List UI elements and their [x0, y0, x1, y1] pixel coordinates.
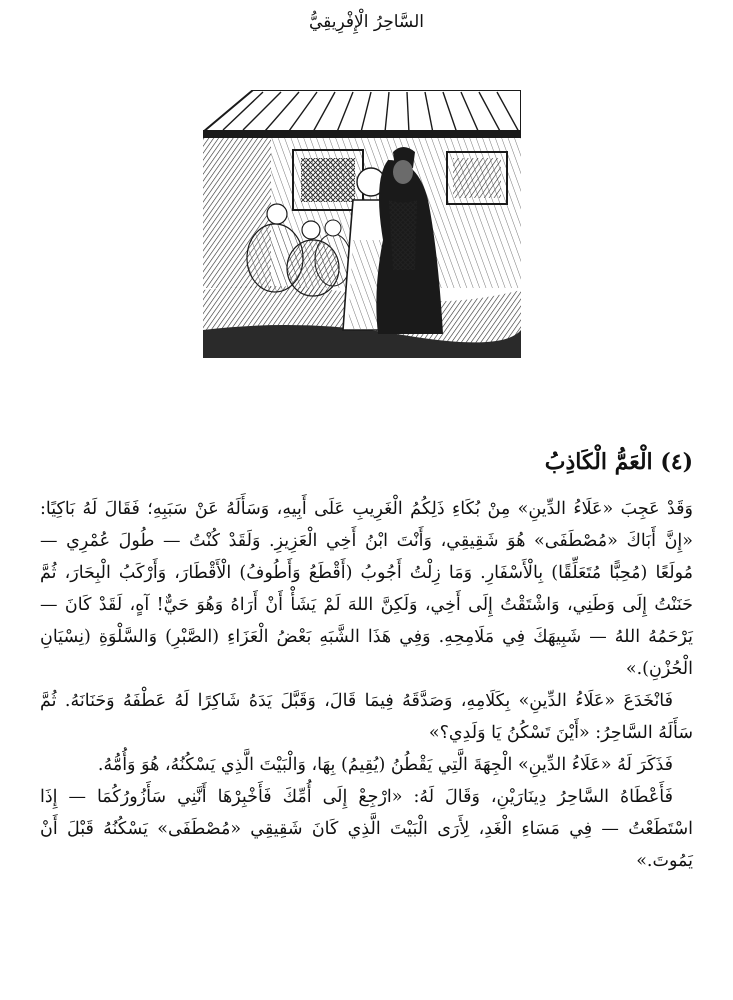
chapter-body	[40, 493, 693, 877]
paragraph-1: وَقَدْ عَجِبَ «عَلَاءُ الدِّينِ» مِنْ بُكَاءِ ذَلِكُمُ الْغَرِيبِ عَلَى أَبِيهِ، وَسَأَلَهُ عَنْ سَبَبِهِ؛ فَقَالَ لَهُ بَاكِيًا: «إِنَّ أَبَاكَ «مُصْطَفَى» هُوَ شَقِيقِي، وَأَنْتَ ابْنُ أَخِي الْعَزِيزِ. وَلَقَدْ كُنْتُ — طُولَ عُمْرِي — مُولَعًا (مُحِبًّا مُتَعَلِّقًا) بِالْأَسْفَارِ. وَمَا زِلْتُ أَجُوبُ (أَقْطَعُ وَأَطُوفُ) الْأَقْطَارَ، وَأَرْكَبُ الْبِحَارَ، ثُمَّ حَنَنْتُ إِلَى وَطَنِي، وَاشْتَقْتُ إِلَى أَخِي، وَلَكِنَّ اللهَ لَمْ يَشَأْ أَنْ أَرَاهُ وَهُوَ حَيٌّ! آهٍ، لَقَدْ كَانَ — يَرْحَمُهُ اللهُ — شَبِيهَكَ فِي مَلَامِحِهِ. وَفِي هَذَا الشَّبَهِ بَعْضُ الْعَزَاءِ (الصَّبْرِ) وَالسَّلْوَةِ (نِسْيَانِ الْحُزْنِ).»	[40, 499, 693, 679]
engraving-svg	[203, 90, 521, 358]
engraving-illustration	[203, 90, 521, 358]
paragraph-2: فَانْخَدَعَ «عَلَاءُ الدِّينِ» بِكَلَامِهِ، وَصَدَّقَهُ فِيمَا قَالَ، وَقَبَّلَ يَدَهُ شَاكِرًا لَهُ عَطْفَهُ وَحَنَانَهُ. ثُمَّ سَأَلَهُ السَّاحِرُ: «أَيْنَ تَسْكُنُ يَا وَلَدِي؟»	[40, 691, 693, 743]
paragraph-3: فَذَكَرَ لَهُ «عَلَاءُ الدِّينِ» الْجِهَةَ الَّتِي يَقْطُنُ (يُقِيمُ) بِهَا، وَالْبَيْتَ الَّذِي يَسْكُنُهُ، هُوَ وَأُمُّهُ.	[97, 755, 673, 775]
roof-eaves	[203, 90, 521, 138]
running-header: السَّاحِرُ الْإِفْرِيقِيُّ	[309, 12, 424, 32]
paragraph-4: فَأَعْطَاهُ السَّاحِرُ دِينَارَيْنِ، وَقَالَ لَهُ: «ارْجِعْ إِلَى أُمِّكَ فَأَخْبِرْهَا أَنَّنِي سَأَزُورُكُمَا — إِذَا اسْتَطَعْتُ — فِي مَسَاءِ الْغَدِ، لِأَرَى الْبَيْتَ الَّذِي كَانَ شَقِيقِي «مُصْطَفَى» يَسْكُنُهُ قَبْلَ أَنْ يَمُوتَ.»	[40, 787, 693, 871]
chapter-title: (٤) الْعَمُّ الْكَاذِبُ	[544, 449, 693, 475]
